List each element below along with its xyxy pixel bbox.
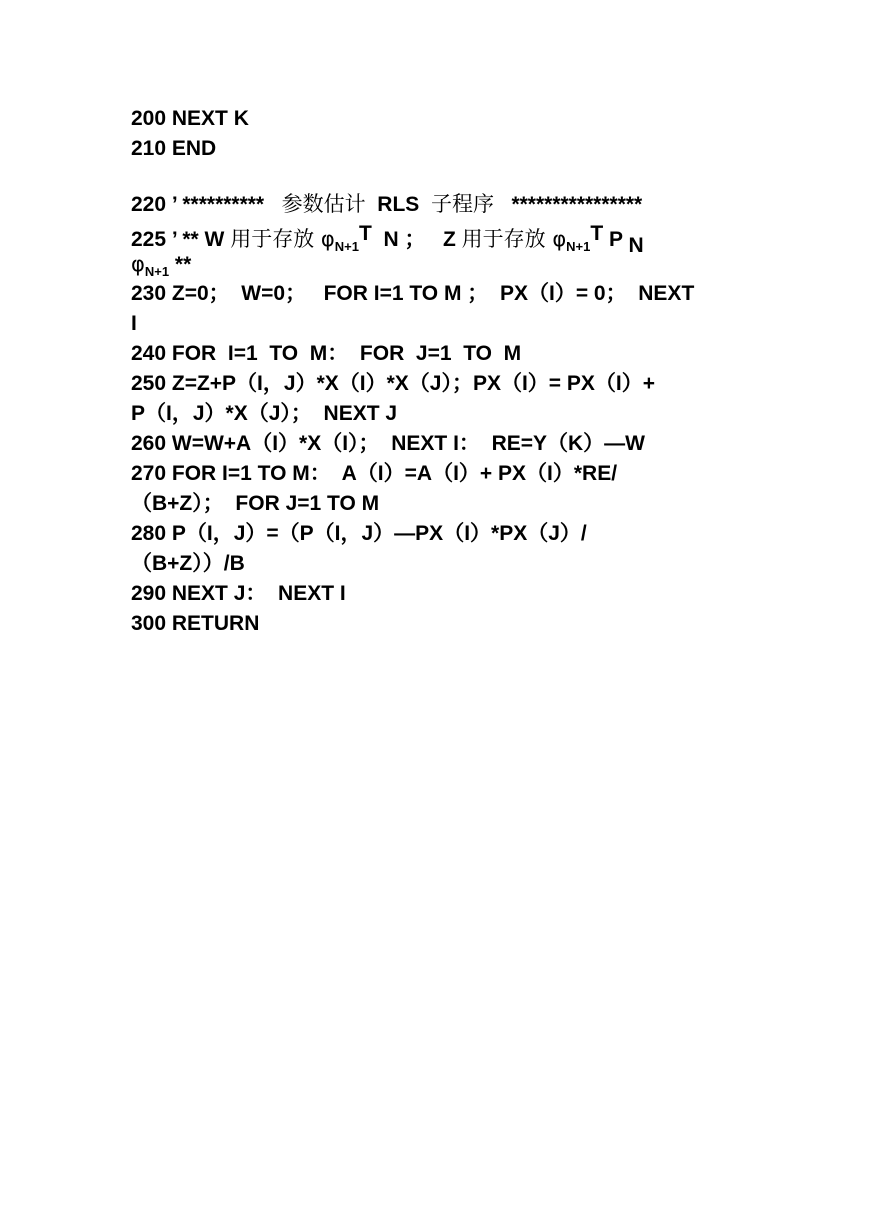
code-line-300: 300 RETURN — [131, 612, 260, 635]
phi-symbol: φ — [545, 227, 567, 251]
code-line-225 — [131, 219, 741, 257]
phi-symbol: φ — [131, 252, 145, 276]
subscript: N+1 — [566, 239, 591, 254]
code-line-270-cont: （B+Z）； FOR J=1 TO M — [131, 492, 380, 515]
subscript: N+1 — [144, 264, 170, 279]
code-line-250-cont: P（I，J）*X（J）； NEXT J — [131, 402, 398, 425]
cjk-text: 参数估计 — [281, 192, 366, 216]
code-line-250: 250 Z=Z+P（I，J）*X（I）*X（J）；PX（I）= PX（I）+ — [131, 372, 656, 395]
phi-symbol: φ — [314, 227, 335, 251]
code-line-220 — [131, 189, 741, 219]
code-line-230: 230 Z=0； W=0； FOR I=1 TO M ； PX（I）= 0； NEXT — [131, 282, 695, 305]
code-line-290: 290 NEXT J： NEXT I — [131, 582, 346, 605]
code-text: P — [603, 228, 629, 251]
cjk-text: 用于存放 — [230, 227, 315, 251]
code-line-230-cont: I — [131, 312, 137, 335]
subscript-n: N — [628, 234, 644, 257]
code-text: 220 ’ ********** — [131, 193, 282, 216]
code-line-240: 240 FOR I=1 TO M： FOR J=1 TO M — [131, 342, 522, 365]
code-line-270: 270 FOR I=1 TO M： A（I）=A（I）+ PX（I）*RE/ — [131, 462, 618, 485]
code-line-280-cont: （B+Z））/B — [131, 552, 245, 575]
code-line-200: 200 NEXT K — [131, 107, 249, 130]
cjk-text: 子程序 — [430, 192, 494, 216]
code-text: **************** — [493, 193, 643, 216]
superscript: T — [590, 222, 604, 245]
subscript: N+1 — [334, 239, 359, 254]
code-line-260: 260 W=W+A（I）*X（I）； NEXT I： RE=Y（K）—W — [131, 432, 645, 455]
code-line-225-cont — [131, 249, 741, 279]
code-text: ** — [169, 253, 192, 276]
code-text: N ； Z — [371, 228, 462, 251]
code-text: RLS — [365, 193, 431, 216]
code-line-210: 210 END — [131, 137, 217, 160]
code-text: 225 ’ ** W — [131, 228, 231, 251]
code-listing — [131, 104, 741, 639]
cjk-text: 用于存放 — [461, 227, 546, 251]
code-line-280: 280 P（I，J）=（P（I，J）—PX（I）*PX（J）/ — [131, 522, 587, 545]
superscript: T — [358, 222, 372, 245]
